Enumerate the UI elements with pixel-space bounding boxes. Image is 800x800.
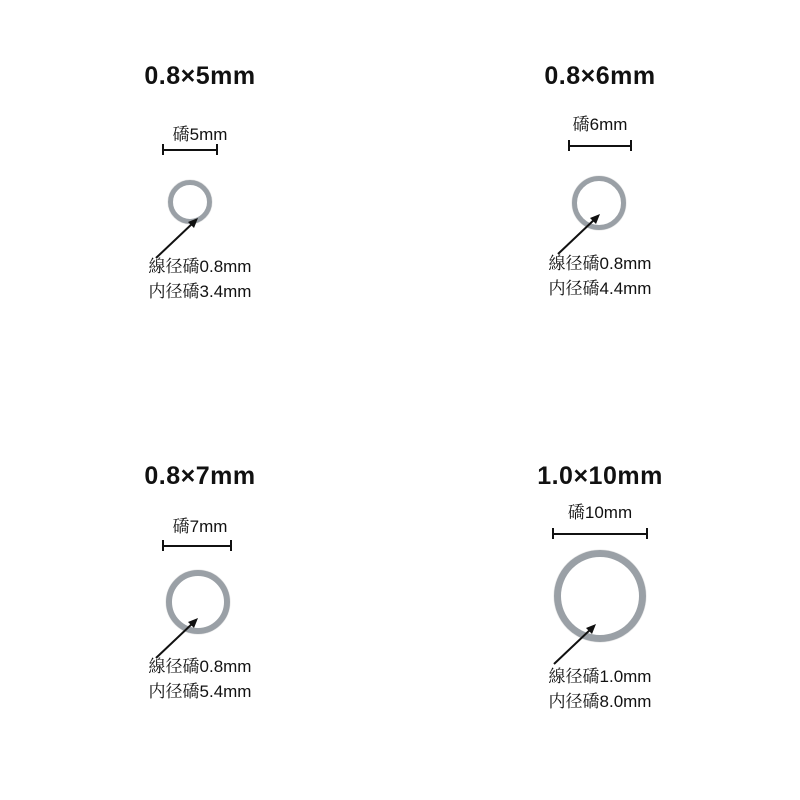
ring-callout bbox=[400, 665, 800, 714]
inner-diameter-text: 内径礄3.4mm bbox=[148, 281, 252, 301]
dimension-bar-line bbox=[552, 533, 648, 535]
dimension-tick-left bbox=[552, 528, 554, 539]
dimension-tick-right bbox=[646, 528, 648, 539]
ring-title: 0.8×5mm bbox=[144, 62, 256, 90]
dimension-tick-right bbox=[630, 140, 632, 151]
dimension-bar bbox=[162, 144, 218, 155]
ring-callout bbox=[0, 255, 400, 304]
inner-diameter-text: 内径礄5.4mm bbox=[148, 681, 252, 701]
wire-gauge-text: 線径礄1.0mm bbox=[548, 667, 652, 686]
outer-diameter-label: 礄7mm bbox=[172, 517, 228, 536]
dimension-bar-line bbox=[162, 545, 232, 547]
ring-callout bbox=[0, 655, 400, 704]
dimension-bar bbox=[568, 140, 632, 151]
ring-spec-card bbox=[400, 0, 800, 400]
outer-diameter-label: 礄5mm bbox=[172, 125, 228, 144]
inner-diameter-text: 内径礄4.4mm bbox=[548, 278, 652, 298]
inner-diameter-text: 内径礄8.0mm bbox=[548, 691, 652, 711]
wire-gauge-text: 線径礄0.8mm bbox=[148, 657, 252, 676]
dimension-tick-left bbox=[568, 140, 570, 151]
dimension-tick-right bbox=[216, 144, 218, 155]
outer-diameter-label: 礄6mm bbox=[572, 115, 628, 134]
ring-spec-card bbox=[400, 400, 800, 800]
dimension-bar bbox=[162, 540, 232, 551]
ring-title: 1.0×10mm bbox=[537, 462, 663, 490]
outer-diameter-label: 礄10mm bbox=[567, 503, 633, 522]
dimension-bar-line bbox=[162, 149, 218, 151]
ring-callout bbox=[400, 252, 800, 301]
wire-gauge-text: 線径礄0.8mm bbox=[148, 257, 252, 276]
dimension-tick-right bbox=[230, 540, 232, 551]
ring-spec-card bbox=[0, 400, 400, 800]
ring-spec-card bbox=[0, 0, 400, 400]
wire-gauge-arrow-icon bbox=[548, 622, 608, 668]
dimension-tick-left bbox=[162, 144, 164, 155]
dimension-bar-line bbox=[568, 145, 632, 147]
dimension-bar bbox=[552, 528, 648, 539]
wire-gauge-text: 線径礄0.8mm bbox=[548, 254, 652, 273]
dimension-tick-left bbox=[162, 540, 164, 551]
ring-title: 0.8×6mm bbox=[544, 62, 656, 90]
ring-title: 0.8×7mm bbox=[144, 462, 256, 490]
